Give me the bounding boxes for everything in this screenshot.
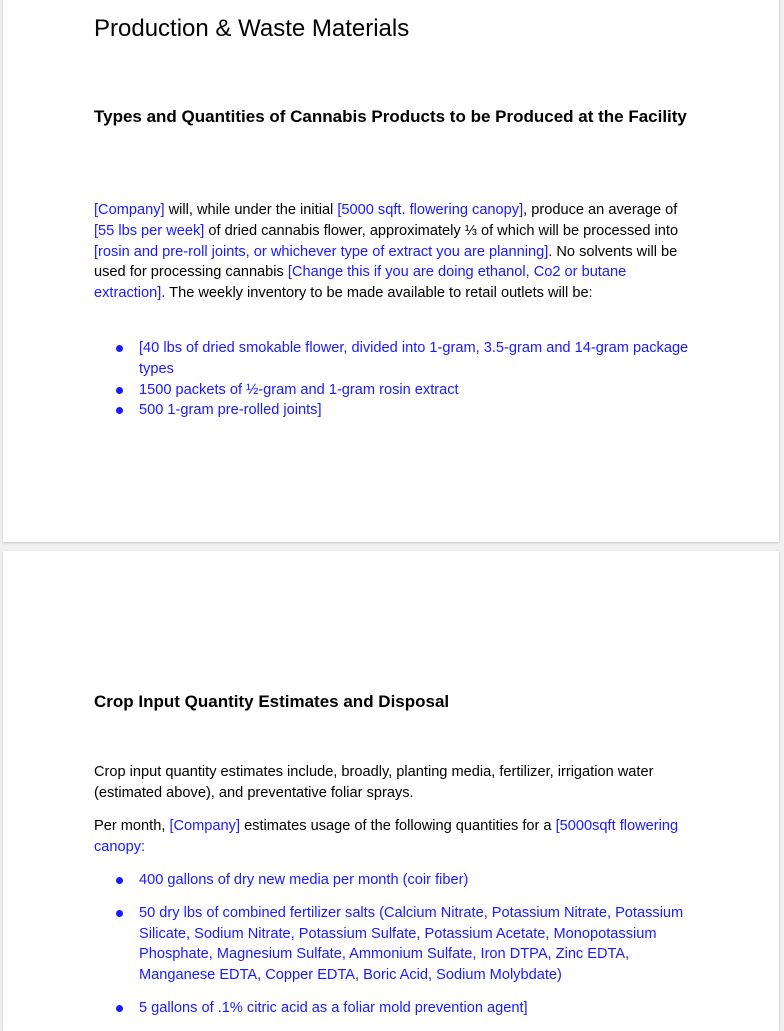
section-heading-products: Types and Quantities of Cannabis Products to be Produced at the Facility xyxy=(94,107,687,126)
list-item xyxy=(94,400,694,421)
paragraph-text: . No solvents will be used for processing cannabis xyxy=(94,243,678,281)
list-item-text: 5 gallons of .1% citric acid as a foliar mold prevention agent] xyxy=(139,999,528,1016)
usage-paragraph xyxy=(94,816,694,858)
bullet-icon xyxy=(116,877,123,884)
placeholder-canopy: [5000 sqft. flowering canopy] xyxy=(337,202,524,218)
document-page-1 xyxy=(3,0,779,542)
paragraph-text: of dried cannabis flower, approximately ⅓ of which will be processed into xyxy=(204,222,679,239)
document-page-2 xyxy=(3,551,779,1031)
paragraph-text: , produce an average of xyxy=(523,202,678,218)
placeholder-company: [Company] xyxy=(94,202,165,218)
paragraph-text: . The weekly inventory to be made available to retail outlets will be: xyxy=(161,285,593,302)
list-item-text: 1500 packets of ½-gram and 1-gram rosin extract xyxy=(139,381,459,398)
bullet-icon xyxy=(116,345,123,352)
bullet-icon xyxy=(116,1005,123,1012)
inventory-list xyxy=(94,338,694,421)
placeholder-canopy: [5000sqft flowering canopy: xyxy=(94,818,679,855)
page-title: Production & Waste Materials xyxy=(94,15,410,42)
bullet-icon xyxy=(116,407,123,414)
list-item-text: 400 gallons of dry new media per month (coir fiber) xyxy=(139,872,469,888)
products-paragraph xyxy=(94,200,694,304)
placeholder-extract-type: [rosin and pre-roll joints, or whichever type of extract you are planning] xyxy=(94,243,549,260)
list-item xyxy=(94,338,694,380)
paragraph-text: will, while under the initial xyxy=(164,202,338,218)
list-item xyxy=(94,998,694,1019)
bullet-icon xyxy=(116,387,123,394)
list-item-text: 500 1-gram pre-rolled joints] xyxy=(139,402,322,419)
placeholder-company: [Company] xyxy=(169,818,241,834)
section-heading-crop-input: Crop Input Quantity Estimates and Disposal xyxy=(94,692,450,711)
crop-input-paragraph: Crop input quantity estimates include, broadly, planting media, fertilizer, irrigation water (estimated above), and preventative foliar sprays. xyxy=(94,764,654,801)
placeholder-extraction-method: [Change this if you are doing ethanol, Co2 or butane extraction] xyxy=(94,264,627,302)
list-item xyxy=(94,870,694,891)
list-item xyxy=(94,380,694,401)
list-item-text: 50 dry lbs of combined fertilizer salts (Calcium Nitrate, Potassium Nitrate, Potassium Silicate, Sodium Nitrate, Potassium Sulfate, Potassium Acetate, Monopotassium Phosphate, Magnesium Sulfate, Ammonium Sulfate, Iron DTPA, Zinc EDTA, Manganese EDTA, Copper EDTA, Boric Acid, Sodium Molybdate) xyxy=(139,904,684,984)
list-item-text: [40 lbs of dried smokable flower, divided into 1-gram, 3.5-gram and 14-gram package types xyxy=(139,340,689,377)
list-item xyxy=(94,903,694,986)
paragraph-text: estimates usage of the following quantities for a xyxy=(240,818,556,834)
placeholder-weekly-lbs: [55 lbs per week] xyxy=(94,222,205,239)
bullet-icon xyxy=(116,910,123,917)
crop-input-list xyxy=(94,870,694,1019)
paragraph-text: Per month, xyxy=(94,818,170,834)
